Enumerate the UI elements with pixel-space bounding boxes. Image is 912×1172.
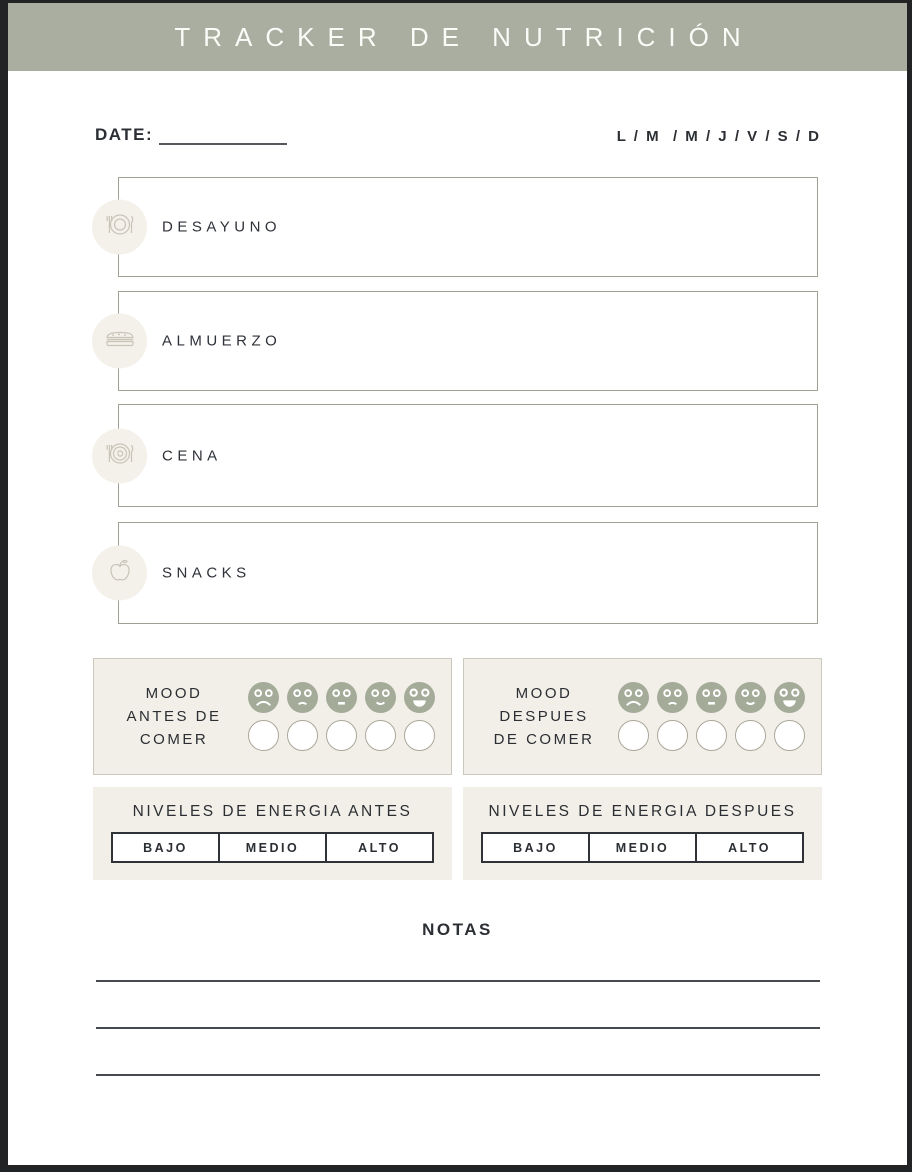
mood-checkboxes-row xyxy=(618,720,805,751)
meal-box-desayuno[interactable] xyxy=(118,177,818,277)
mood-checkbox[interactable] xyxy=(287,720,318,751)
neutral-face-icon[interactable] xyxy=(326,682,357,713)
energy-level-medio[interactable]: MEDIO xyxy=(588,834,695,861)
energy-level-medio[interactable]: MEDIO xyxy=(218,834,325,861)
notes-lines xyxy=(96,940,820,1076)
energy-level-table xyxy=(481,832,804,863)
weekday-selector[interactable]: L / M / M / J / V / S / D xyxy=(616,128,821,145)
mood-faces-row xyxy=(248,682,435,713)
mood-checkbox[interactable] xyxy=(248,720,279,751)
notes-title: NOTAS xyxy=(422,920,493,939)
energy-before-title: NIVELES DE ENERGIA ANTES xyxy=(132,803,413,820)
meal-box-snacks[interactable] xyxy=(118,522,818,624)
mood-checkbox[interactable] xyxy=(618,720,649,751)
date-input-line[interactable] xyxy=(159,125,287,145)
smile-face-icon[interactable] xyxy=(735,682,766,713)
mood-before-section xyxy=(93,658,452,775)
mood-before-label: MOOD ANTES DE COMER xyxy=(126,684,222,749)
note-line[interactable] xyxy=(96,982,820,1029)
dinner-plate-icon xyxy=(102,435,138,476)
meal-icon-circle xyxy=(92,314,147,369)
date-label: DATE: xyxy=(95,125,154,144)
mood-checkboxes-row xyxy=(248,720,435,751)
date-row xyxy=(95,121,821,145)
meal-box-almuerzo[interactable] xyxy=(118,291,818,391)
grin-face-icon[interactable] xyxy=(404,682,435,713)
sandwich-icon xyxy=(102,321,138,362)
mood-faces-row xyxy=(618,682,805,713)
smile-face-icon[interactable] xyxy=(365,682,396,713)
mood-checkbox[interactable] xyxy=(404,720,435,751)
meal-icon-circle xyxy=(92,200,147,255)
sad-face-icon[interactable] xyxy=(618,682,649,713)
page-header xyxy=(8,3,907,71)
energy-after-section xyxy=(463,787,822,880)
mood-checkbox[interactable] xyxy=(696,720,727,751)
meal-label: SNACKS xyxy=(162,564,251,582)
energy-after-title: NIVELES DE ENERGIA DESPUES xyxy=(488,803,797,820)
frown-face-icon[interactable] xyxy=(287,682,318,713)
energy-level-alto[interactable]: ALTO xyxy=(695,834,802,861)
mood-checkbox[interactable] xyxy=(326,720,357,751)
energy-level-bajo[interactable]: BAJO xyxy=(513,840,558,855)
energy-row xyxy=(93,787,907,880)
meal-label: ALMUERZO xyxy=(162,332,282,350)
page-title: TRACKER DE NUTRICIÓN xyxy=(174,21,754,52)
mood-checkbox[interactable] xyxy=(657,720,688,751)
grin-face-icon[interactable] xyxy=(774,682,805,713)
mood-row xyxy=(93,658,907,775)
plate-cutlery-icon xyxy=(102,207,138,248)
meal-label: DESAYUNO xyxy=(162,218,282,236)
tracker-page xyxy=(8,3,907,1165)
mood-after-label: MOOD DESPUES DE COMER xyxy=(493,684,595,749)
meal-icon-circle xyxy=(92,428,147,483)
mood-checkbox[interactable] xyxy=(774,720,805,751)
neutral-face-icon[interactable] xyxy=(696,682,727,713)
meal-box-cena[interactable] xyxy=(118,404,818,507)
mood-after-section xyxy=(463,658,822,775)
mood-checkbox[interactable] xyxy=(365,720,396,751)
frown-face-icon[interactable] xyxy=(657,682,688,713)
meal-icon-circle xyxy=(92,546,147,601)
energy-level-bajo[interactable]: BAJO xyxy=(143,840,188,855)
note-line[interactable] xyxy=(96,1029,820,1076)
apple-icon xyxy=(102,553,138,594)
note-line[interactable] xyxy=(96,940,820,982)
sad-face-icon[interactable] xyxy=(248,682,279,713)
energy-level-table xyxy=(111,832,434,863)
energy-before-section xyxy=(93,787,452,880)
meal-label: CENA xyxy=(162,447,222,464)
mood-checkbox[interactable] xyxy=(735,720,766,751)
energy-level-alto[interactable]: ALTO xyxy=(325,834,432,861)
